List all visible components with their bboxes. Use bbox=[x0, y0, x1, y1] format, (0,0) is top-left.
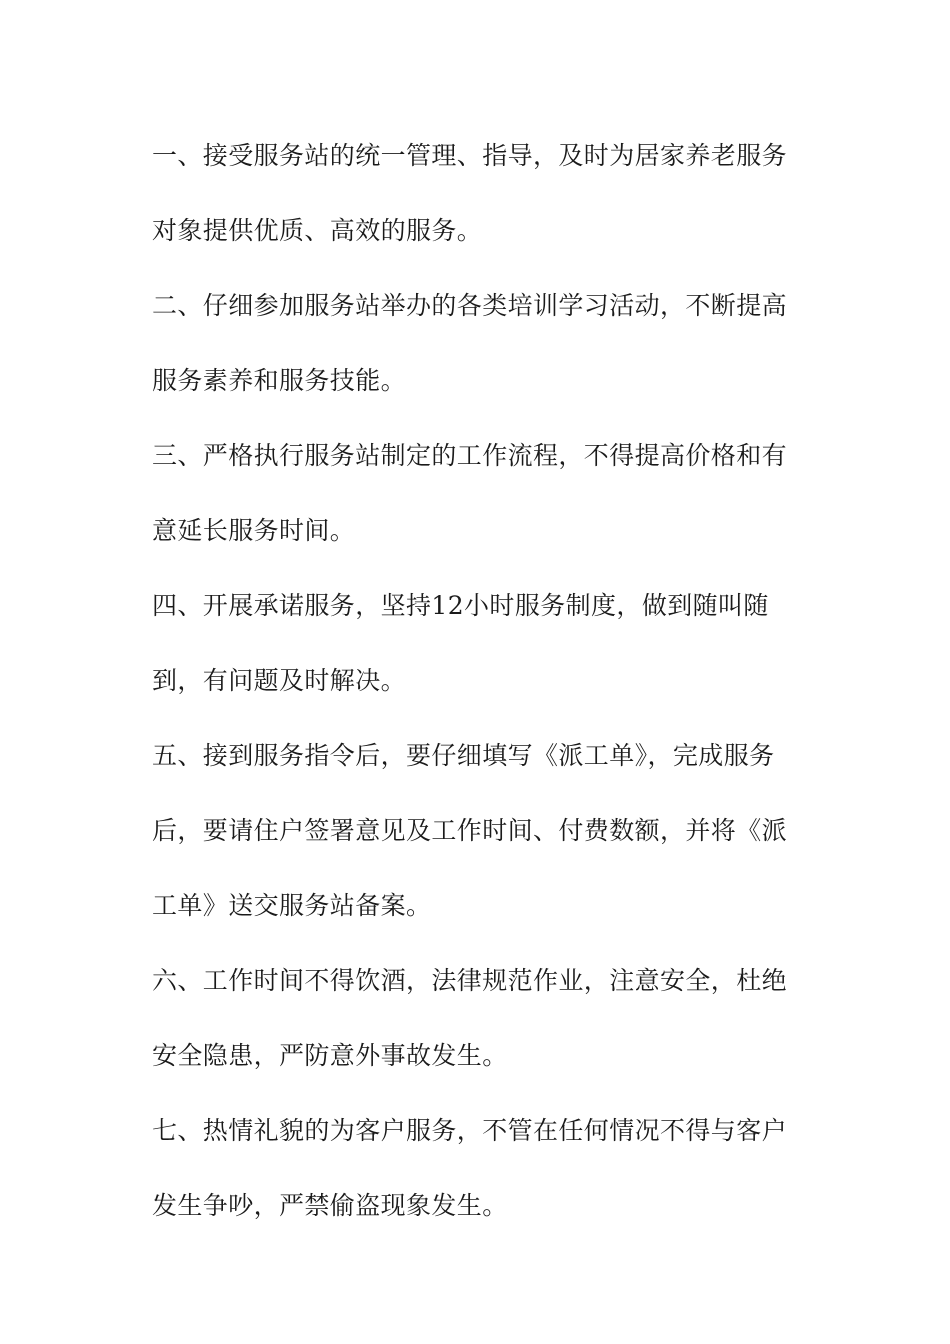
paragraph-1: 一、接受服务站的统一管理、指导，及时为居家养老服务对象提供优质、高效的服务。 bbox=[152, 141, 788, 245]
paragraph-3: 三、严格执行服务站制定的工作流程，不得提高价格和有意延长服务时间。 bbox=[152, 441, 788, 545]
paragraph-5: 五、接到服务指令后，要仔细填写《派工单》，完成服务后，要请住户签署意见及工作时间、付费数额，并将《派工单》送交服务站备案。 bbox=[152, 741, 788, 920]
paragraph-4: 四、开展承诺服务，坚持12小时服务制度，做到随叫随到，有问题及时解决。 bbox=[152, 591, 769, 695]
paragraph-6: 六、工作时间不得饮酒，法律规范作业，注意安全，杜绝安全隐患，严防意外事故发生。 bbox=[152, 966, 788, 1070]
document-body bbox=[152, 118, 792, 1243]
paragraph-2: 二、仔细参加服务站举办的各类培训学习活动，不断提高服务素养和服务技能。 bbox=[152, 291, 788, 395]
paragraph-7: 七、热情礼貌的为客户服务，不管在任何情况不得与客户发生争吵，严禁偷盗现象发生。 bbox=[152, 1116, 788, 1220]
